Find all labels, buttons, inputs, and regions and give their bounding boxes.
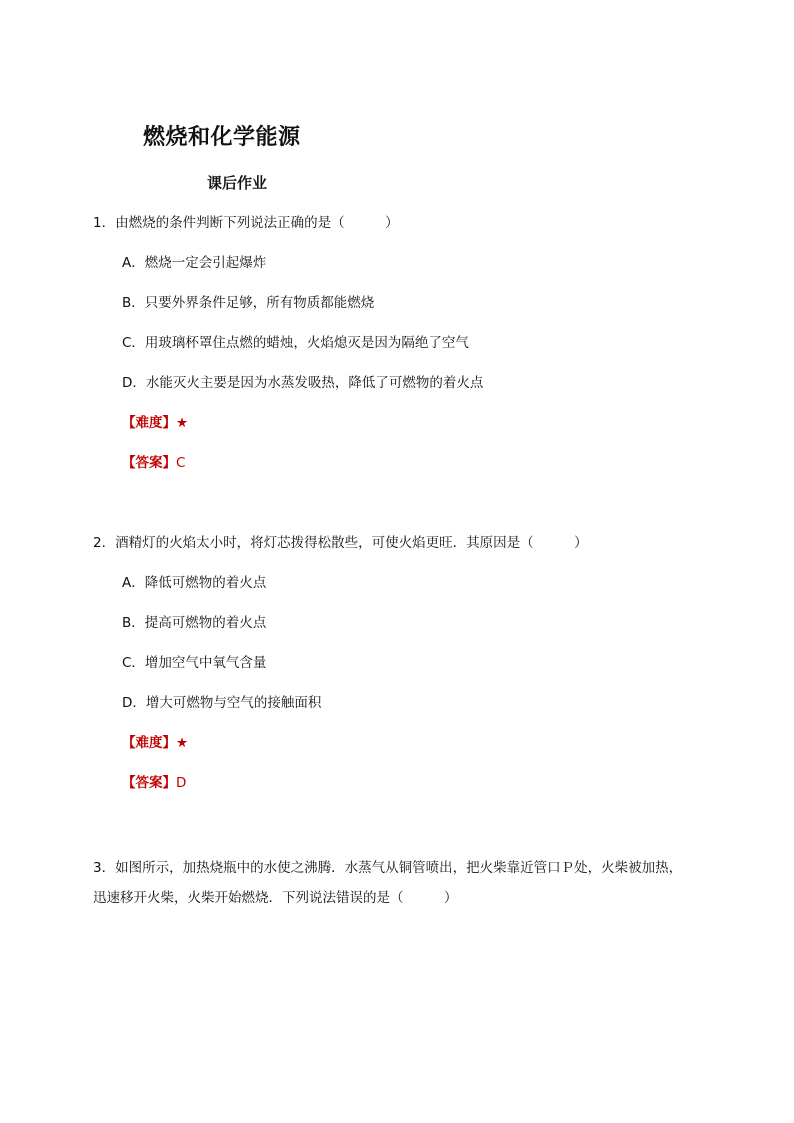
question-3-stem-line-1: 3．如图所示，加热烧瓶中的水使之沸腾．水蒸气从铜管喷出，把火柴靠近管口Ｐ处，火柴被加热， [93, 860, 683, 876]
answer-value: D [176, 775, 187, 791]
question-1-stem: 1．由燃烧的条件判断下列说法正确的是（ ） [93, 215, 399, 231]
question-2-option-a: A．降低可燃物的着火点 [122, 575, 267, 591]
document-title: 燃烧和化学能源 [143, 125, 301, 150]
answer-label: 【答案】 [122, 775, 176, 791]
question-1-option-a: A．燃烧一定会引起爆炸 [122, 255, 267, 271]
answer-label: 【答案】 [122, 455, 176, 471]
question-1-answer [122, 453, 185, 473]
question-3-stem-line-2: 迅速移开火柴，火柴开始燃烧．下列说法错误的是（ ） [93, 890, 458, 906]
difficulty-label: 【难度】 [122, 415, 176, 431]
section-subtitle: 课后作业 [207, 174, 268, 192]
question-2-answer [122, 773, 186, 793]
question-1-option-b: B．只要外界条件足够，所有物质都能燃烧 [122, 295, 375, 311]
star-icon: ★ [176, 735, 189, 751]
answer-value: C [176, 455, 186, 471]
question-1-option-d: D．水能灭火主要是因为水蒸发吸热，降低了可燃物的着火点 [122, 375, 484, 391]
star-icon: ★ [176, 415, 189, 431]
question-2-difficulty [122, 733, 188, 753]
question-1-option-c: C．用玻璃杯罩住点燃的蜡烛，火焰熄灭是因为隔绝了空气 [122, 335, 469, 351]
question-1-difficulty [122, 413, 188, 433]
question-3-stem [93, 853, 713, 913]
question-2-option-b: B．提高可燃物的着火点 [122, 615, 267, 631]
difficulty-label: 【难度】 [122, 735, 176, 751]
question-2-option-d: D．增大可燃物与空气的接触面积 [122, 695, 322, 711]
question-2-option-c: C．增加空气中氧气含量 [122, 655, 267, 671]
question-2-stem: 2．酒精灯的火焰太小时，将灯芯拨得松散些，可使火焰更旺．其原因是（ ） [93, 535, 588, 551]
